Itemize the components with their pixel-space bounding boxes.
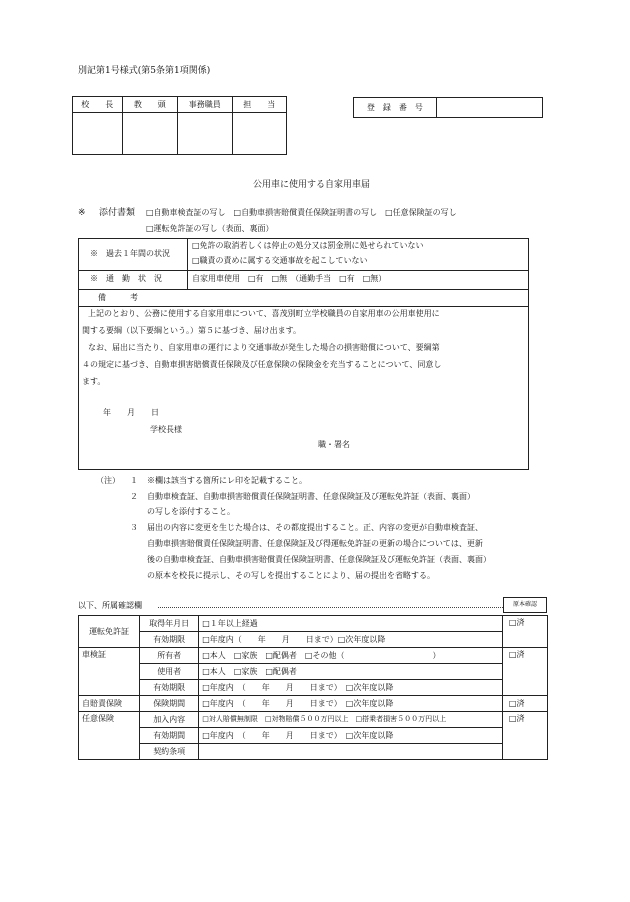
voluntary-validity-label: 有効期間 xyxy=(140,728,199,744)
registration-number-field[interactable] xyxy=(436,98,542,118)
original-check-box: 原本確認 xyxy=(503,597,547,613)
registration-label: 登 録 番 号 xyxy=(354,98,437,118)
declaration-signature[interactable]: 職・署名 xyxy=(318,440,350,449)
voluntary-content-label: 加入内容 xyxy=(140,712,199,728)
declaration-para2-line1: なお、届出に当たり、自家用車の運行により交通事故が発生した場合の損害賠償について、要綱第 xyxy=(88,343,440,352)
declaration-para2-line3: ます。 xyxy=(82,377,106,386)
commute-options[interactable]: 自家用車使用 □有 □無 （通勤手当 □有 □無） xyxy=(192,274,387,283)
stamp-box-staff[interactable] xyxy=(232,113,287,155)
compulsory-label: 自賠責保険 xyxy=(79,696,140,712)
attachments-mark: ※ xyxy=(78,208,86,218)
page-title: 公用車に使用する自家用車届 xyxy=(253,180,371,190)
note3-number: ３ xyxy=(130,523,138,532)
commute-label: ※ 通 勤 状 況 xyxy=(90,274,162,283)
voluntary-content-value[interactable]: □対人賠償無制限 □対物賠償５００万円以上 □搭乗者損害５００万円以上 xyxy=(199,712,503,728)
stamp-box-clerk[interactable] xyxy=(178,113,232,155)
note3-line4: の原本を校長に提示し、その写しを提出することにより、届の提出を省略する。 xyxy=(147,571,435,580)
license-validity-value[interactable]: □年度内（ 年 月 日まで）□次年度以降 xyxy=(199,632,503,648)
dotted-divider xyxy=(158,607,503,608)
confirm-header: 以下、所属確認欄 xyxy=(78,601,142,610)
inspection-user-label: 使用者 xyxy=(140,664,199,680)
note2-line2: の写しを添付すること。 xyxy=(147,507,235,516)
license-acquired-value[interactable]: □１年以上経過 xyxy=(199,616,503,632)
compulsory-check[interactable]: □済 xyxy=(502,696,547,712)
license-check[interactable]: □済 xyxy=(502,616,547,648)
compulsory-period-label: 保険期間 xyxy=(140,696,199,712)
attachments-label: 添付書類 xyxy=(99,208,136,218)
attachments-line1[interactable]: □自動車検査証の写し □自動車損害賠償責任保険証明書の写し □任意保険証の写し xyxy=(146,208,457,217)
license-acquired-label: 取得年月日 xyxy=(140,616,199,632)
approval-header-clerk: 事務職員 xyxy=(178,97,232,113)
approval-table xyxy=(72,96,287,155)
voluntary-label: 任意保険 xyxy=(79,712,140,760)
note3-line2: 自動車損害賠償責任保険証明書、任意保険証及び得運転免許証の更新の場合については、更新 xyxy=(147,539,483,548)
approval-header-staff: 担 当 xyxy=(232,97,287,113)
voluntary-terms-field[interactable] xyxy=(199,744,503,760)
stamp-box-vice-principal[interactable] xyxy=(122,113,177,155)
voluntary-validity-value[interactable]: □年度内 （ 年 月 日まで） □次年度以降 xyxy=(199,728,503,744)
attachments-line2[interactable]: □運転免許証の写し（表面、裏面） xyxy=(146,224,274,233)
note2-line1: 自動車検査証、自動車損害賠償責任保険証明書、任意保険証及び運転免許証（表面、裏面） xyxy=(147,492,475,501)
voluntary-check[interactable]: □済 xyxy=(502,712,547,760)
past-year-label: ※ 過去１年間の状況 xyxy=(90,249,170,258)
inspection-check[interactable]: □済 xyxy=(502,648,547,696)
registration-table xyxy=(353,97,543,118)
declaration-date[interactable]: 年 月 日 xyxy=(103,408,159,417)
license-label: 運転免許証 xyxy=(79,616,140,648)
note2-number: ２ xyxy=(130,492,138,501)
declaration-para1-line1: 上記のとおり、公務に使用する自家用車について、喜茂別町立学校職員の自家用車の公用車使用に xyxy=(88,309,440,318)
form-label: 別記第1号様式(第5条第1項関係) xyxy=(78,66,211,76)
approval-header-principal: 校 長 xyxy=(73,97,123,113)
note3-line3: 後の自動車検査証、自動車損害賠償責任保険証明書、任意保険証及び運転免許証（表面、裏面） xyxy=(147,555,491,564)
approval-header-vice-principal: 教 頭 xyxy=(122,97,177,113)
inspection-user-value[interactable]: □本人 □家族 □配偶者 xyxy=(199,664,503,680)
inspection-label: 車検証 xyxy=(79,648,140,696)
declaration-para1-line2: 関する要綱（以下要綱という。）第５に基づき、届け出ます。 xyxy=(82,326,302,335)
declaration-para2-line2: ４の規定に基づき、自動車損害賠償責任保険及び任意保険の保険金を充当することについて、同意し xyxy=(82,360,442,369)
compulsory-period-value[interactable]: □年度内 （ 年 月 日まで） □次年度以降 xyxy=(199,696,503,712)
notes-label: （注） xyxy=(96,476,120,485)
note3-line1: 届出の内容に変更を生じた場合は、その都度提出すること。正、内容の変更が自動車検査証、 xyxy=(147,523,483,532)
remarks-label: 備 考 xyxy=(98,293,138,302)
inspection-validity-label: 有効期限 xyxy=(140,680,199,696)
inspection-owner-label: 所有者 xyxy=(140,648,199,664)
license-validity-label: 有効期限 xyxy=(140,632,199,648)
past-year-checkbox-2[interactable]: □職責の責めに属する交通事故を起こしていない xyxy=(192,256,368,265)
stamp-box-principal[interactable] xyxy=(73,113,123,155)
note1-text: ※欄は該当する箇所にレ印を記載すること。 xyxy=(147,476,307,485)
declaration-addressee: 学校長様 xyxy=(150,425,182,434)
voluntary-terms-label: 契約条項 xyxy=(140,744,199,760)
inspection-validity-value[interactable]: □年度内 （ 年 月 日まで） □次年度以降 xyxy=(199,680,503,696)
note1-number: １ xyxy=(130,476,138,485)
inspection-owner-value[interactable]: □本人 □家族 □配偶者 □その他（ ） xyxy=(199,648,503,664)
confirm-table xyxy=(78,615,548,760)
past-year-checkbox-1[interactable]: □免許の取消若しくは停止の処分又は罰金刑に処せられていない xyxy=(192,241,424,250)
